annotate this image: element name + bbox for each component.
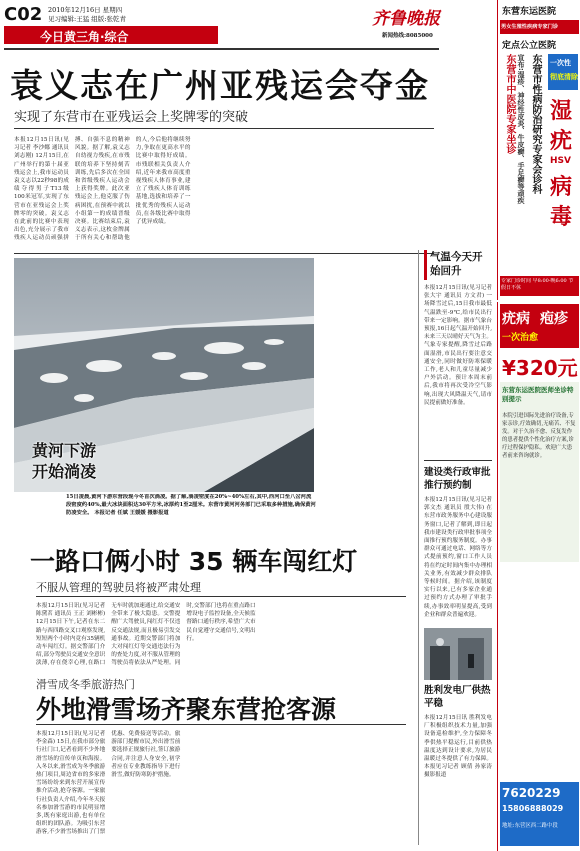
story3-rule — [36, 724, 406, 725]
ad-promo-2: 彻底清除 — [550, 73, 578, 81]
power-plant-image — [424, 628, 492, 680]
ad2-cure: 一次治愈 — [502, 333, 539, 343]
lead-headline: 袁义志在广州亚残运会夺金 — [10, 66, 430, 105]
photo-caption: 15日凌晨,黄河下游东营段现今冬首次淌凌。据了解,淌凌密度在20%~40%左右,其中,西河口至八岔河流段密度约40%,最大冰块面积达30平方米,冰厚约1至2厘米。东营市黄河河务部门已采取多种措施,确保黄河防凌安全。 本报记者 任斌 王媛媛 摄影报道 — [66, 494, 316, 516]
page-number: C02 — [4, 4, 43, 25]
story3-body: 本报12月15日讯(见习记者 李金森) 15日,在我市部分旅行社门口,记者看到不少外地滑雪场的宣传单页和海报。入冬以来,滑雪成为冬季旅游热门项目,周边省市的多家滑雪场纷纷来到东营开展宣传推介活动,抢夺客源。一家旅行社负责人介绍,今年冬天报名参加滑雪游的市民明显增多,既有家庭出游,也有单位组织的团队游。为吸引东营游客,不少滑雪场推出了门票优惠、免费接送等活动。旅游部门提醒市民,外出滑雪前要选择正规旅行社,签订旅游合同,并注意人身安全,初学者应在专业教练指导下进行滑雪,做好防寒防护措施。 — [36, 731, 181, 836]
lead-subhead: 实现了东营市在亚残运会上奖牌零的突破 — [14, 110, 249, 125]
masthead-rule — [4, 48, 439, 50]
hospital-ad-bottom — [497, 302, 580, 851]
ad-vertical-2: 宣布:湿疹、神经性皮炎、牛皮癣、手足癣等顽疾 — [517, 54, 525, 204]
news-hotline: 新闻热线:8085000 — [382, 33, 433, 39]
weather-accent — [424, 250, 427, 280]
weather-body: 本报12月15日讯(见习记者 张大宇 通讯员 方文君) 一场降雪过后,15日我市最低气温跌至-9℃,给市民出行带来一定影响。据市气象台预报,16日起气温开始回升,未来三天以晴好天气为主。气象专家提醒,降雪过后路面湿滑,市民出行要注意交通安全,同时做好防寒保暖工作,老人和儿童尽量减少户外活动。预计本周末前后,我市将再次受冷空气影响,出现大风降温天气,请市民提前做好准备。 — [424, 285, 492, 406]
side-story2-body: 本报12月15日讯 胜利发电厂积极组织技术力量,加强设备巡检维护,全力保障冬季供热平稳运行,目前供热温度达到设计要求,为居民温暖过冬提供了有力保障。 本报见习记者 顾倩 孙家涛 摄影报道 — [424, 715, 492, 779]
yellow-river-ice-photo — [14, 258, 314, 492]
ad-vertical-1: 东营市中医院专家坐诊 — [504, 54, 515, 154]
ad-vertical-3: 东营市性病防治研究专家会诊科 — [530, 54, 541, 194]
power-plant-photo — [424, 628, 492, 680]
ad2-phone-2: 15806888029 — [502, 804, 564, 813]
side-story-headline: 建设类行政审批推行预约制 — [424, 467, 491, 491]
paper-name: 齐鲁晚报 — [372, 9, 440, 29]
ad2-address: 地址:东营区西二路中段 — [502, 823, 558, 829]
ad-tag-text: 男女生殖性疾病专家门诊 — [501, 24, 559, 30]
photo-big-caption-2: 开始淌凌 — [32, 462, 97, 481]
ad-hsv: HSV — [550, 156, 571, 166]
ad-big-2: 疣 — [550, 129, 573, 154]
hospital-ad-top — [497, 0, 580, 300]
ad-footer: 专家门诊时间 早8:00-晚6:00 节假日不休 — [501, 278, 574, 291]
story3-kicker: 滑雪成冬季旅游热门 — [36, 678, 135, 691]
column-divider — [418, 250, 419, 845]
issue-date: 2010年12月16日 星期四 — [48, 6, 123, 14]
ad2-headline: 东营东运医院医师坐诊特别提示 — [502, 386, 574, 403]
side-story2-headline: 胜利发电厂供热平稳 — [424, 685, 491, 709]
story2-headline: 一路口俩小时 35 辆车闯红灯 — [30, 547, 358, 576]
side-story-body: 本报12月15日讯(见习记者 郭文杰 通讯员 殷大伟) 在东营市政务服务中心建设服务窗口,记者了解到,即日起我市建设类行政审批事项全面推行预约服务制度。办事群众可通过电话、网络等方式提前预约,窗口工作人员将在约定时间内集中办理相关业务,有效减少群众排队等候时间。据介绍,该制度实行以来,已有多家企业通过预约方式办理了审批手续,办事效率明显提高,受到企业和群众普遍欢迎。 — [424, 497, 492, 618]
story2-body: 本报12月15日讯(见习记者 陈黛茗 通讯员 王正 刘彬彬) 12月15日下午,记者在东二路与西四路交叉口观察发现,短短两个小时内竟有35辆机动车闯红灯。据交警部门介绍,部分驾驶员交通安全意识淡薄,存在侥幸心理,在路口无车时就加速通过,给交通安全带来了极大隐患。交警提醒广大驾驶员,闯红灯不仅违反交通法规,而且极易引发交通事故。近期交警部门将加大对闯红灯等交通违法行为的查处力度,对不服从管理的驾驶员将依法从严处理。同时,交警部门也将在重点路口增设电子监控设备,全天候监督路口通行秩序,希望广大市民自觉遵守交通信号,文明出行。 — [36, 603, 256, 667]
story3-headline: 外地滑雪场齐聚东营抢客源 — [36, 695, 337, 724]
ad-brand: 东营东运医院 — [502, 7, 557, 17]
ad-big-1: 湿 — [550, 99, 573, 124]
masthead — [0, 0, 580, 56]
lead-bottom-rule — [14, 253, 434, 254]
ad2-title-1: 疣病 — [502, 311, 530, 327]
ad2-price: ¥320元 — [502, 356, 578, 380]
weather-headline: 气温今天开始回升 — [430, 251, 483, 277]
ad-hospital: 定点公立医院 — [502, 41, 557, 51]
ad2-title-2: 疱疹 — [540, 311, 568, 327]
lead-body: 本报12月15日讯(见习记者 李沙娜 通讯员 刘志刚) 12月15日,在广州举行的第十届亚残运会上,我市运动员袁义志以22秒98的成绩夺得男子T13级100米冠军,实现了东营市在亚残运会上奖牌零的突破。袁义志在此前的比赛中表现出色,充分展示了我市残疾人运动员顽强拼搏、自强不息的精神风貌。据了解,袁义志自幼视力残疾,在市残联的培养下坚持刻苦训练,先后多次在全国和省级残疾人运动会上获得奖牌。此次亚残运会上,他克服了伤病困扰,在预赛中就以小组第一的成绩晋级决赛。比赛结束后,袁义志表示,这枚金牌属于所有关心和帮助他的人,今后他将继续努力,争取在更高水平的比赛中取得好成绩。市残联相关负责人介绍,近年来我市高度重视残疾人体育事业,建立了残疾人体育训练基地,选拔和培养了一批优秀的残疾人运动员,在各级比赛中取得了优异成绩。 — [14, 137, 191, 242]
ad2-body: 本院引进国际先进治疗设备,专家亲诊,疗效确切,无痛苦、不复发。对于久治不愈、反复发作的患者提供个性化治疗方案,诊疗过程保护隐私。欢迎广大患者前来咨询就诊。 — [502, 413, 576, 459]
ad-big-4: 毒 — [550, 205, 573, 230]
ad-big-3: 病 — [550, 175, 573, 200]
section-title: 今日黄三角·综合 — [40, 30, 129, 44]
ad-promo-1: 一次性 — [550, 59, 571, 67]
photo-big-caption-1: 黄河下游 — [32, 441, 97, 460]
story2-subhead: 不服从管理的驾驶员将被严肃处理 — [36, 581, 201, 594]
lead-rule — [14, 128, 434, 129]
story2-rule — [36, 596, 406, 597]
side-story-rule — [424, 460, 492, 461]
editors-credit: 见习编辑:王猛 组版:张乾青 — [48, 15, 126, 23]
ad2-phone-1: 7620229 — [502, 786, 561, 800]
